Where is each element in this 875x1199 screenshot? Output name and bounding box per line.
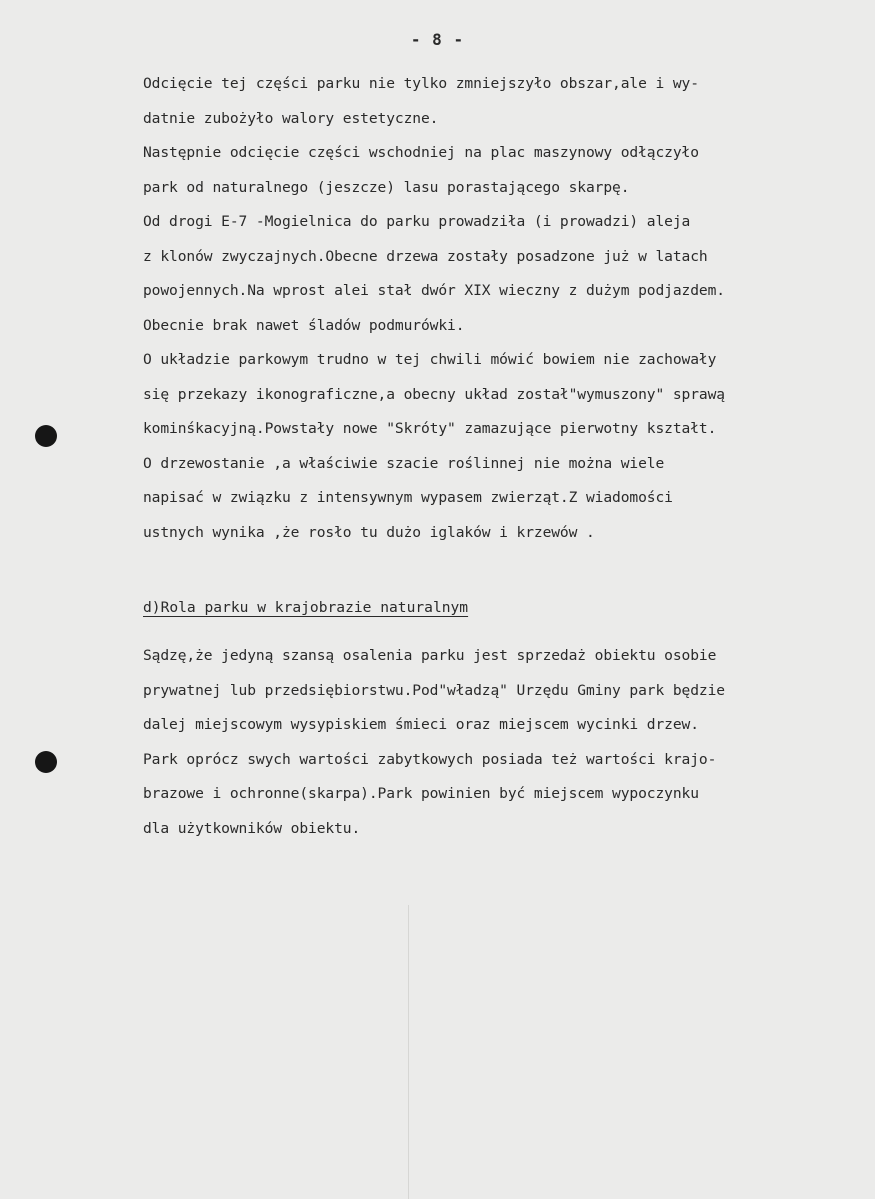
text-line: O drzewostanie ,a właściwie szacie roślinnej nie można wiele (143, 454, 665, 472)
text-line: Następnie odcięcie części wschodniej na plac maszynowy odłączyło (143, 144, 699, 161)
text-line: ustnych wynika ,że rosło tu dużo iglaków i krzewów . (143, 523, 595, 541)
page-number: - 8 - (410, 30, 465, 49)
text-line: Od drogi E-7 -Mogielnica do parku prowadziła (i prowadzi) aleja (143, 213, 691, 230)
text-line: prywatnej lub przedsiębiorstwu.Pod"władzą" Urzędu Gminy park będzie (143, 681, 725, 699)
text-line: Odcięcie tej części parku nie tylko zmniejszyło obszar,ale i wy- (143, 75, 699, 92)
text-line: park od naturalnego (jeszcze) lasu porastającego skarpę. (143, 178, 630, 196)
text-line: Park oprócz swych wartości zabytkowych posiada też wartości krajo- (143, 750, 717, 768)
text-line: datnie zubożyło walory estetyczne. (143, 109, 439, 127)
text-line: z klonów zwyczajnych.Obecne drzewa zostały posadzone już w latach (143, 247, 708, 265)
text-line: kominśkacyjną.Powstały nowe "Skróty" zamazujące pierwotny kształt. (143, 420, 717, 437)
text-line: powojennych.Na wprost alei stał dwór XIX wieczny z dużym podjazdem. (143, 282, 725, 299)
text-line: dla użytkowników obiektu. (143, 819, 361, 837)
text-line: dalej miejscowym wysypiskiem śmieci oraz miejscem wycinki drzew. (143, 716, 699, 733)
text-line: O układzie parkowym trudno w tej chwili mówić bowiem nie zachowały (143, 351, 717, 368)
section-c-body (143, 67, 843, 550)
text-line: brazowe i ochronne(skarpa).Park powinien być miejscem wypoczynku (143, 785, 699, 802)
text-line: się przekazy ikonograficzne,a obecny układ został"wymuszony" sprawą (143, 385, 725, 403)
paper-fold-line (408, 905, 409, 1199)
section-d-body (143, 639, 843, 846)
text-line: Sądzę,że jedyną szansą osalenia parku jest sprzedaż obiektu osobie (143, 647, 717, 664)
punch-hole (35, 425, 57, 447)
section-d-heading: d)Rola parku w krajobrazie naturalnym (143, 599, 469, 616)
punch-hole (35, 751, 57, 773)
text-line: Obecnie brak nawet śladów podmurówki. (143, 316, 465, 334)
text-line: napisać w związku z intensywnym wypasem zwierząt.Z wiadomości (143, 489, 673, 506)
